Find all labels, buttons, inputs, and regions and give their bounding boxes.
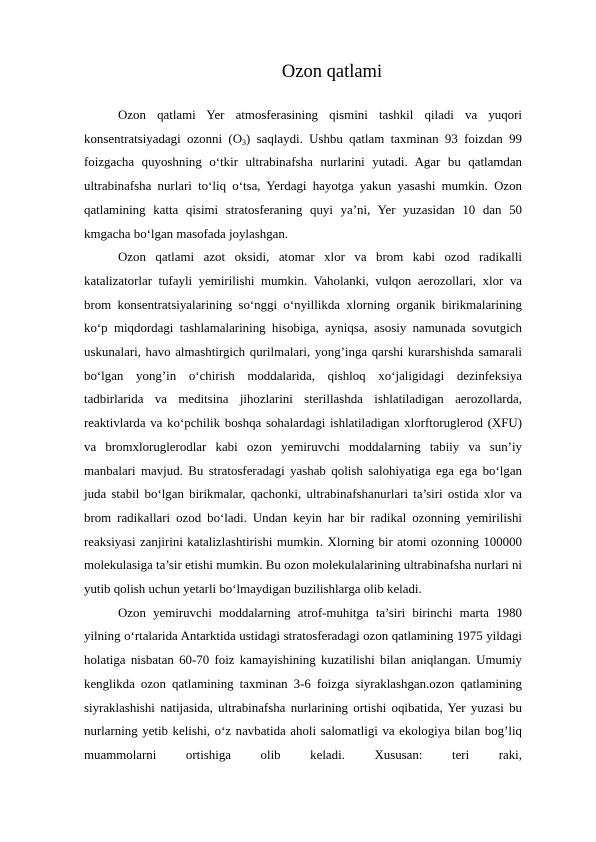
paragraph-1-text-before: Ozon qatlami Yer atmosferasining qismini tashkil qiladi va yuqori konsentratsiyadagi ozonni (O (84, 108, 522, 146)
paragraph-3: Ozon yemiruvchi moddalarning atrof-muhitga ta’siri birinchi marta 1980 yilning o‘rtalarida Antarktida ustidagi stratosferadagi ozon qatlamining 1975 yildagi holatiga nisbatan 60-70 foiz kamayishining kuzatilishi bilan aniqlangan. Umumiy kenglikda ozon qatlamining taxminan 3-6 foizga siyraklashgan.ozon qatlamining siyraklashishi natijasida, ultrabinafsha nurlarining ortishi oqibatida, Yer yuzasi bu nurlarning yetib kelishi, o‘z navbatida aholi salomatligi va ekologiya bilan bog’liq muammolarni ortishiga olib keladi. Xususan: teri raki, (84, 605, 522, 762)
document-body (84, 104, 522, 768)
page-title-text: Ozon qatlami (281, 62, 383, 82)
paragraph-1-text-after: ) saqlaydi. Ushbu qatlam taxminan 93 foizdan 99 foizgacha quyoshning o‘tkir ultrabinafsha nurlarini yutadi. Agar bu qatlamdan ultrabinafsha nurlari to‘liq o‘tsa, Yerdagi hayotga yakun yasashi mumkin. Ozon qatlamining katta qisimi stratosferaning quyi ya’ni, Yer yuzasidan 10 dan 50 kmgacha bo‘lgan masofada joylashgan. (84, 131, 522, 241)
page-title (0, 60, 596, 84)
ozone-subscript: 3 (242, 137, 247, 147)
paragraph-1 (84, 104, 522, 246)
paragraph-2: Ozon qatlami azot oksidi, atomar xlor va brom kabi ozod radikalli katalizatorlar tufayli yemirilishi mumkin. Vaholanki, vulqon aerozollari, xlor va brom konsentratsiyalarining so‘nggi o‘nyillikda xlorning organik birikmalarining ko‘p miqdordagi tashlamalarining hisobiga, ayniqsa, asosiy namunada sovutgich uskunalari, havo almashtirgich qurilmalari, yong’inga qarshi kurarshishda samarali bo‘lgan yong’in o‘chirish moddalarida, qishloq xo‘jaligidagi dezinfeksiya tadbirlarida va meditsina jihozlarini sterillashda ishlatiladigan aerozollarda, reaktivlarda va ko‘pchilik boshqa sohalardagi ishlatiladigan xlorftoruglerod (XFU) va bromxloruglerodlar kabi ozon yemiruvchi moddalarning tabiiy va sun’iy manbalari mavjud. Bu stratosferadagi yashab qolish salohiyatiga ega ega bo‘lgan juda stabil bo‘lgan birikmalar, qachonki, ultrabinafshanurlari ta’siri ostida xlor va brom radikallari ozod bo‘ladi. Undan keyin har bir radikal ozonning yemirilishi reaksiyasi zanjirini katalizlashtirishi mumkin. Xlorning bir atomi ozonning 100000 molekulasiga ta’sir etishi mumkin. Bu ozon molekulalarining ultrabinafsha nurlari ni yutib qolish uchun yetarli bo‘lmaydigan buzilishlarga olib keladi. (84, 250, 522, 597)
